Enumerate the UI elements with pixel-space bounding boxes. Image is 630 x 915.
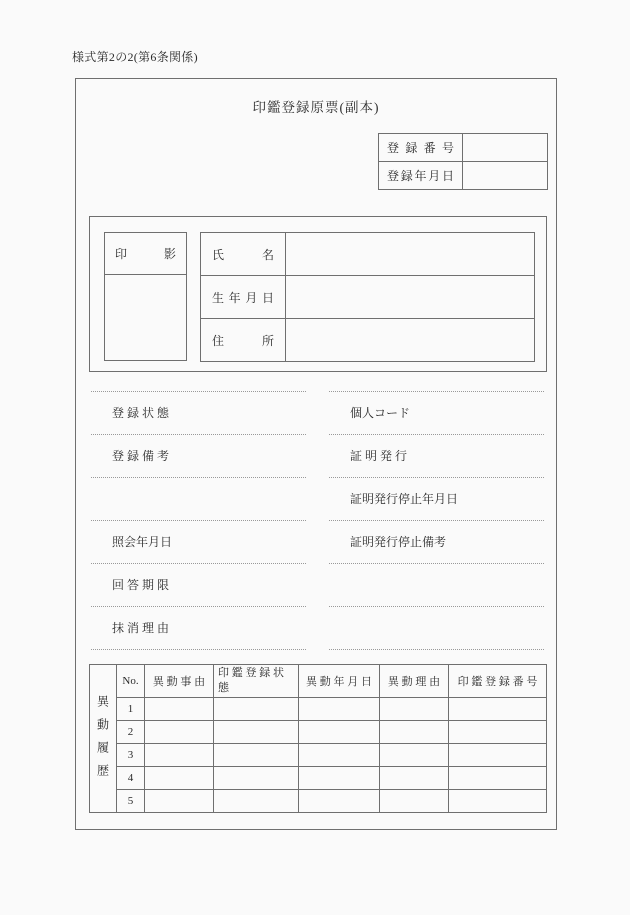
- history-row-number: 4: [117, 766, 145, 789]
- history-row: [90, 743, 547, 766]
- history-cell[interactable]: [449, 789, 547, 812]
- personal-code-row[interactable]: [329, 392, 544, 435]
- personal-code-label: 個人コード: [350, 406, 411, 420]
- erasure-reason-row[interactable]: [91, 607, 306, 650]
- registration-number-table: [378, 133, 548, 190]
- history-cell[interactable]: [449, 766, 547, 789]
- history-cell[interactable]: [299, 697, 380, 720]
- name-row: [201, 233, 535, 276]
- identity-box: [89, 216, 547, 372]
- history-cell[interactable]: [214, 697, 299, 720]
- history-section-label: 異動履歴: [90, 665, 117, 813]
- history-cell[interactable]: [145, 697, 214, 720]
- history-cell[interactable]: [380, 697, 449, 720]
- history-cell[interactable]: [214, 720, 299, 743]
- form-title: 印鑑登録原票(副本): [252, 100, 380, 115]
- inquiry-date-label: 照会年月日: [112, 535, 173, 549]
- birthdate-label: 生年月日: [201, 276, 286, 319]
- registration-number-row: [379, 134, 548, 162]
- birthdate-field[interactable]: [286, 276, 535, 319]
- certificate-stop-date-row[interactable]: [329, 478, 544, 521]
- erasure-reason-label: 抹 消 理 由: [112, 621, 170, 635]
- certificate-stop-remarks-label: 証明発行停止備考: [350, 535, 447, 549]
- form-code: 様式第2の2(第6条関係): [72, 50, 198, 64]
- history-cell[interactable]: [299, 720, 380, 743]
- registration-status-row[interactable]: [91, 392, 306, 435]
- name-label: 氏名: [201, 233, 286, 276]
- history-cell[interactable]: [299, 789, 380, 812]
- address-field[interactable]: [286, 319, 535, 362]
- history-row: [90, 789, 547, 812]
- history-cell[interactable]: [380, 766, 449, 789]
- history-row: [90, 697, 547, 720]
- history-row-number: 3: [117, 743, 145, 766]
- history-cell[interactable]: [214, 789, 299, 812]
- seal-impression-label: 印影: [105, 233, 186, 275]
- birthdate-row: [201, 276, 535, 319]
- history-table: [89, 664, 547, 813]
- history-cell[interactable]: [145, 789, 214, 812]
- certificate-stop-remarks-row[interactable]: [329, 521, 544, 564]
- history-row: [90, 766, 547, 789]
- history-cell[interactable]: [214, 766, 299, 789]
- history-cell[interactable]: [380, 720, 449, 743]
- history-cell[interactable]: [299, 766, 380, 789]
- seal-box: [104, 232, 187, 361]
- history-cell[interactable]: [145, 743, 214, 766]
- registration-date-field[interactable]: [463, 162, 548, 190]
- history-row-number: 5: [117, 789, 145, 812]
- blank-row[interactable]: [91, 478, 306, 521]
- history-row-number: 2: [117, 720, 145, 743]
- history-col-no: No.: [117, 665, 145, 698]
- inquiry-date-row[interactable]: [91, 521, 306, 564]
- history-cell[interactable]: [449, 720, 547, 743]
- history-cell[interactable]: [214, 743, 299, 766]
- reply-deadline-label: 回 答 期 限: [112, 578, 170, 592]
- form-border: [75, 78, 557, 830]
- history-col-seal-status: 印 鑑 登 録 状 態: [214, 665, 299, 698]
- status-column-left: [91, 391, 306, 650]
- status-column-right: [329, 391, 544, 650]
- certificate-stop-date-label: 証明発行停止年月日: [350, 492, 459, 506]
- history-cell[interactable]: [380, 743, 449, 766]
- history-cell[interactable]: [380, 789, 449, 812]
- history-col-change-reason: 異 動 理 由: [380, 665, 449, 698]
- registration-date-row: [379, 162, 548, 190]
- certificate-issue-label: 証 明 発 行: [350, 449, 408, 463]
- registration-date-label: 登録年月日: [379, 162, 463, 190]
- registration-number-field[interactable]: [463, 134, 548, 162]
- history-cell[interactable]: [145, 766, 214, 789]
- address-label: 住所: [201, 319, 286, 362]
- history-row-number: 1: [117, 697, 145, 720]
- history-row: [90, 720, 547, 743]
- registration-status-label: 登 録 状 態: [112, 406, 170, 420]
- history-col-change-date: 異 動 年 月 日: [299, 665, 380, 698]
- history-col-seal-number: 印 鑑 登 録 番 号: [449, 665, 547, 698]
- history-cell[interactable]: [299, 743, 380, 766]
- history-cell[interactable]: [449, 697, 547, 720]
- registration-number-label: 登録番号: [379, 134, 463, 162]
- seal-impression-area[interactable]: [105, 275, 186, 361]
- history-col-change-cause: 異 動 事 由: [145, 665, 214, 698]
- certificate-issue-row[interactable]: [329, 435, 544, 478]
- blank-row[interactable]: [329, 607, 544, 650]
- blank-row[interactable]: [329, 564, 544, 607]
- identity-table: [200, 232, 535, 362]
- registration-remarks-label: 登 録 備 考: [112, 449, 170, 463]
- history-cell[interactable]: [145, 720, 214, 743]
- reply-deadline-row[interactable]: [91, 564, 306, 607]
- history-cell[interactable]: [449, 743, 547, 766]
- registration-remarks-row[interactable]: [91, 435, 306, 478]
- address-row: [201, 319, 535, 362]
- name-field[interactable]: [286, 233, 535, 276]
- history-header-row: [90, 665, 547, 698]
